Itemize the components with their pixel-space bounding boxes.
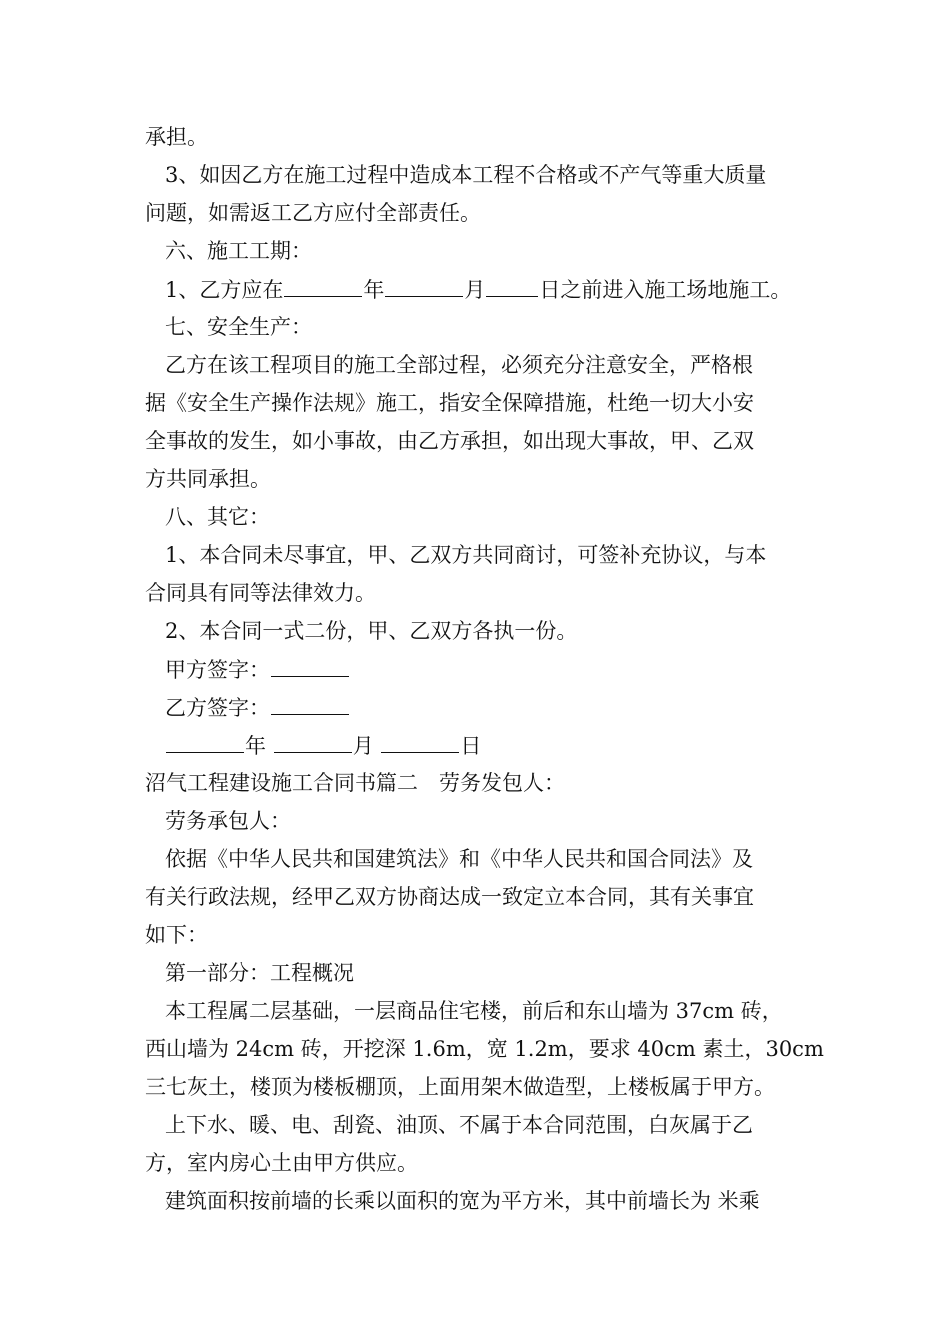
blank-line [166,726,244,753]
text-line: 据《安全生产操作法规》施工，指安全保障措施，杜绝一切大小安 [145,391,754,415]
text-line: 问题，如需返工乙方应付全部责任。 [145,201,481,225]
text-fragment: 年 [363,278,385,302]
text-line: 有关行政法规，经甲乙双方协商达成一致定立本合同，其有关事宜 [145,885,754,909]
section-heading: 六、施工工期： [165,239,312,263]
date-line [145,726,810,764]
text-fragment: 日 [460,734,482,758]
blank-line [486,270,538,297]
blank-line [284,270,362,297]
party-a-signature-line [145,650,810,688]
section-heading: 七、安全生产： [165,315,312,339]
text-line: 3、如因乙方在施工过程中造成本工程不合格或不产气等重大质量 [165,163,767,187]
text-line: 方共同承担。 [145,467,271,491]
text-fragment: 甲方签字： [165,658,270,682]
text-line: 如下： [145,923,208,947]
text-fragment: 1、乙方应在 [165,278,284,302]
text-line: 全事故的发生，如小事故，由乙方承担，如出现大事故，甲、乙双 [145,429,754,453]
party-b-signature-line [145,688,810,726]
blank-line [381,726,459,753]
text-fragment: 年 [245,734,266,758]
text-line: 本工程属二层基础，一层商品住宅楼，前后和东山墙为 37cm 砖， [165,999,783,1023]
blank-line [385,270,463,297]
blank-line [274,726,352,753]
text-line: 1、本合同未尽事宜，甲、乙双方共同商讨，可签补充协议，与本 [165,543,767,567]
text-line: 建筑面积按前墙的长乘以面积的宽为平方米，其中前墙长为 米乘 [165,1189,760,1213]
text-fragment: 日之前进入施工场地施工。 [539,278,792,302]
text-line: 三七灰土，楼顶为楼板棚顶，上面用架木做造型，上楼板属于甲方。 [145,1075,775,1099]
text-line: 乙方在该工程项目的施工全部过程，必须充分注意安全，严格根 [165,353,753,377]
text-line: 合同具有同等法律效力。 [145,581,376,605]
section-heading: 八、其它： [165,505,270,529]
text-line: 依据《中华人民共和国建筑法》和《中华人民共和国合同法》及 [165,847,753,871]
text-fragment: 月 [464,278,486,302]
text-line: 承担。 [145,125,208,149]
section-heading: 第一部分：工程概况 [165,961,354,985]
text-line: 上下水、暖、电、刮瓷、油顶、不属于本合同范围，白灰属于乙 [165,1113,753,1137]
blank-line [271,650,349,677]
text-fragment: 月 [352,734,374,758]
text-line: 西山墙为 24cm 砖，开挖深 1.6m，宽 1.2m，要求 40cm 素土，30cm [145,1037,824,1061]
blank-line [271,688,349,715]
schedule-line [145,270,810,308]
document-title: 沼气工程建设施工合同书篇二 劳务发包人： [145,771,565,795]
text-line: 2、本合同一式二份，甲、乙双方各执一份。 [165,619,578,643]
text-line: 方，室内房心土由甲方供应。 [145,1151,418,1175]
document-body [145,118,824,1220]
text-line: 劳务承包人： [165,809,291,833]
text-fragment: 乙方签字： [165,696,270,720]
